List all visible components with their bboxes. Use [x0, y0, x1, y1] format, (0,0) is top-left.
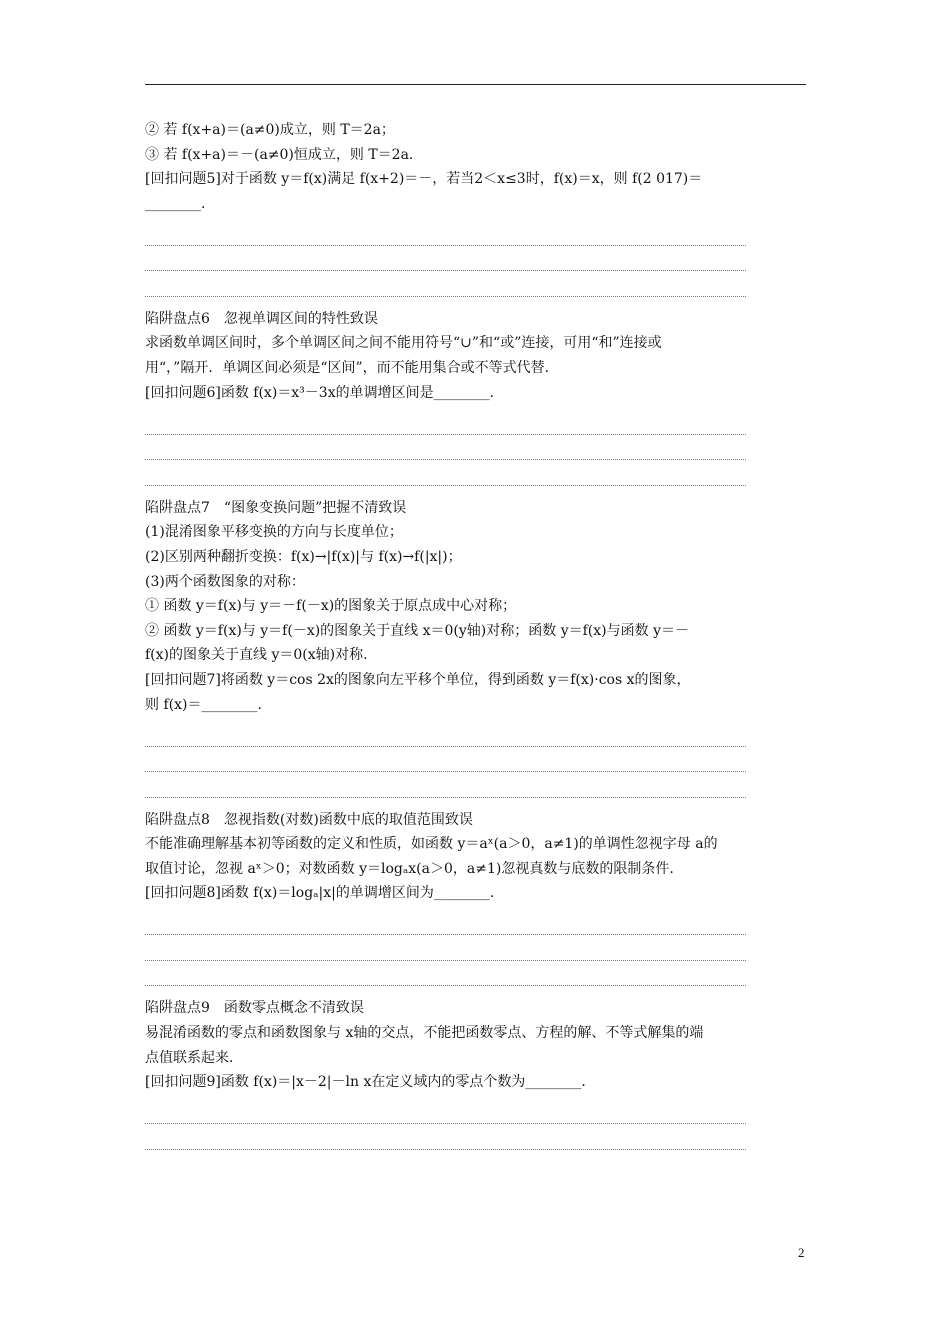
answer-line[interactable]	[145, 435, 746, 461]
text-line: [回扣问题8]函数 f(x)＝logₐ|x|的单调增区间为________.	[145, 885, 495, 902]
section-9	[145, 996, 807, 1094]
text-line: ② 函数 y＝f(x)与 y＝f(－x)的图象关于直线 x＝0(y轴)对称；函数 y＝f(x)与函数 y＝－	[145, 622, 689, 639]
answer-line[interactable]	[145, 409, 746, 435]
answer-lines	[145, 721, 807, 798]
document-body	[145, 118, 807, 1154]
text-line: ② 若 f(x+a)＝(a≠0)成立，则 T＝2a；	[145, 122, 395, 138]
text-line: (3)两个函数图象的对称：	[145, 573, 305, 590]
answer-line[interactable]	[145, 1124, 746, 1150]
text-line: 取值讨论，忽视 aˣ＞0；对数函数 y＝logₐx(a＞0，a≠1)忽视真数与底数的限制条件.	[145, 860, 674, 877]
answer-lines	[145, 1099, 807, 1150]
section-heading: 陷阱盘点8 忽视指数(对数)函数中底的取值范围致误	[145, 811, 473, 828]
text-line: [回扣问题7]将函数 y＝cos 2x的图象向左平移个单位，得到函数 y＝f(x)·cos x的图象，	[145, 671, 691, 688]
text-line: 易混淆函数的零点和函数图象与 x轴的交点，不能把函数零点、方程的解、不等式解集的端	[145, 1025, 704, 1042]
answer-line[interactable]	[145, 460, 746, 486]
answer-line[interactable]	[145, 246, 746, 272]
section-heading: 陷阱盘点7 “图象变换问题”把握不清致误	[145, 499, 407, 516]
text-line: ③ 若 f(x+a)＝－(a≠0)恒成立，则 T＝2a.	[145, 146, 414, 163]
header-rule	[145, 84, 806, 85]
text-line: ________.	[145, 195, 206, 212]
text-line: (2)区别两种翻折变换：f(x)→|f(x)|与 f(x)→f(|x|)；	[145, 548, 462, 565]
text-line: f(x)的图象关于直线 y＝0(x轴)对称.	[145, 647, 368, 664]
answer-line[interactable]	[145, 220, 746, 246]
answer-line[interactable]	[145, 772, 746, 798]
answer-line[interactable]	[145, 271, 746, 297]
section-7	[145, 496, 807, 717]
text-line: ① 函数 y＝f(x)与 y＝－f(－x)的图象关于原点成中心对称；	[145, 598, 517, 615]
text-line: [回扣问题9]函数 f(x)＝|x－2|－ln x在定义域内的零点个数为________.	[145, 1074, 586, 1091]
text-line: 不能准确理解基本初等函数的定义和性质，如函数 y＝aˣ(a＞0，a≠1)的单调性忽视字母 a的	[145, 836, 718, 853]
answer-line[interactable]	[145, 961, 746, 987]
answer-line[interactable]	[145, 935, 746, 961]
intro-block	[145, 118, 807, 216]
answer-lines	[145, 910, 807, 987]
text-line: [回扣问题6]函数 f(x)＝x³－3x的单调增区间是________.	[145, 384, 495, 401]
answer-lines	[145, 220, 807, 297]
section-heading: 陷阱盘点6 忽视单调区间的特性致误	[145, 310, 378, 327]
text-line: 点值联系起来.	[145, 1049, 234, 1066]
section-6	[145, 307, 807, 405]
text-line: (1)混淆图象平移变换的方向与长度单位；	[145, 524, 403, 541]
section-heading: 陷阱盘点9 函数零点概念不清致误	[145, 1000, 364, 1017]
text-line: 用“，”隔开．单调区间必须是“区间”，而不能用集合或不等式代替．	[145, 360, 559, 377]
section-8	[145, 808, 807, 906]
answer-lines	[145, 409, 807, 486]
text-line: 则 f(x)＝________.	[145, 696, 262, 713]
page-number: 2	[798, 1245, 805, 1260]
answer-line[interactable]	[145, 910, 746, 936]
answer-line[interactable]	[145, 1099, 746, 1125]
text-line: 求函数单调区间时，多个单调区间之间不能用符号“∪”和“或”连接，可用“和”连接或	[145, 335, 662, 352]
answer-line[interactable]	[145, 747, 746, 773]
text-line: [回扣问题5]对于函数 y＝f(x)满足 f(x+2)＝－，若当2＜x≤3时，f(x)＝x，则 f(2 017)＝	[145, 171, 703, 188]
answer-line[interactable]	[145, 721, 746, 747]
